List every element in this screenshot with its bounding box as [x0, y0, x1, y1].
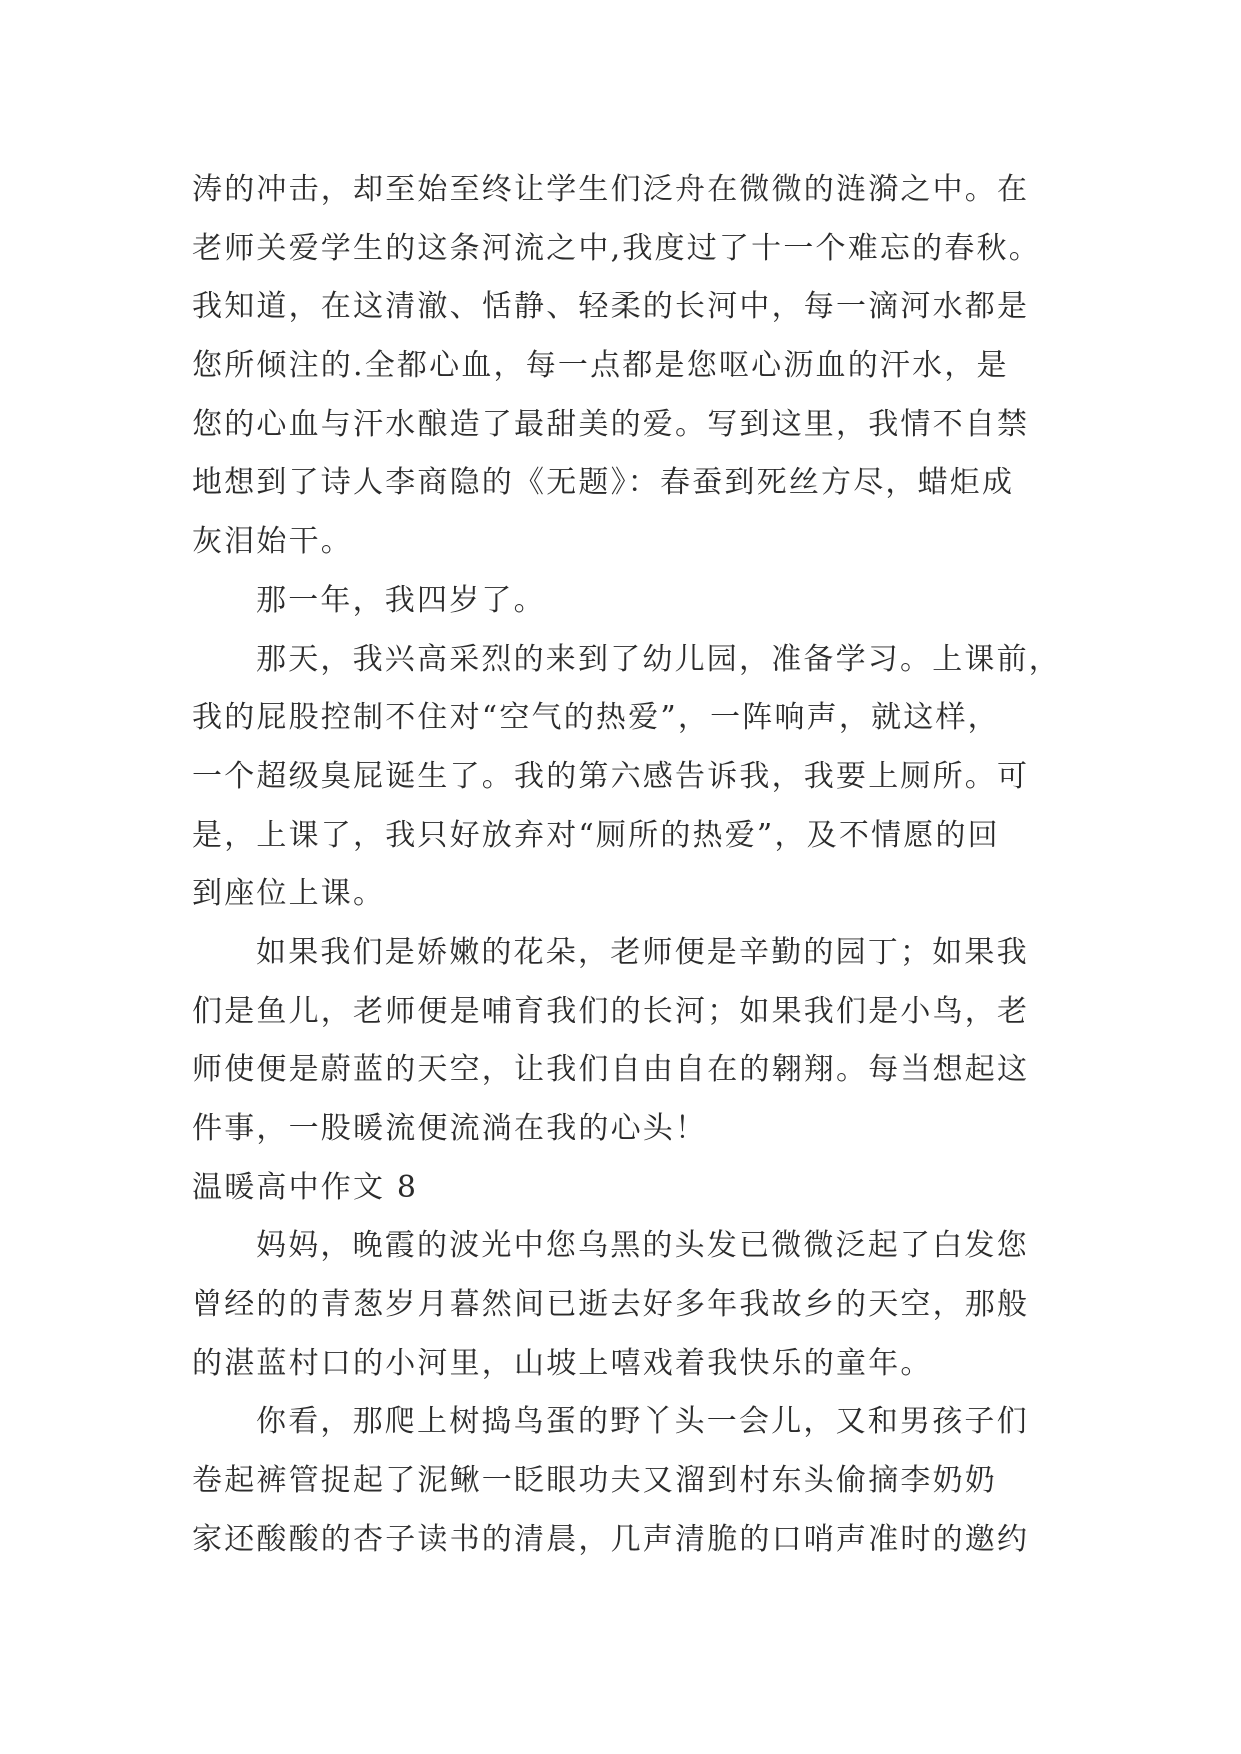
text-line: 家还酸酸的杏子读书的清晨，几声清脆的口哨声准时的邀约	[192, 1521, 1030, 1557]
section-heading: 温暖高中作文 8	[192, 1169, 419, 1205]
text-line: 我知道，在这清澈、恬静、轻柔的长河中，每一滴河水都是	[192, 289, 1030, 325]
text-line: 一个超级臭屁诞生了。我的第六感告诉我，我要上厕所。可	[192, 758, 1030, 794]
document-body	[192, 161, 1072, 1570]
text-line: 到座位上课。	[192, 876, 386, 912]
text-line: 是，上课了，我只好放弃对“厕所的热爱”，及不情愿的回	[192, 817, 1000, 853]
text-line: 涛的冲击，却至始至终让学生们泛舟在微微的涟漪之中。在	[192, 172, 1030, 207]
text-line: 地想到了诗人李商隐的《无题》：春蚕到死丝方尽，蜡炬成	[192, 465, 1015, 501]
text-line: 我的屁股控制不住对“空气的热爱”，一阵响声，就这样，	[192, 700, 1000, 736]
text-line: 师使便是蔚蓝的天空，让我们自由自在的翱翔。每当想起这	[192, 1052, 1030, 1088]
text-line: 如果我们是娇嫩的花朵，老师便是辛勤的园丁；如果我	[256, 934, 1029, 970]
text-line: 们是鱼儿，老师便是哺育我们的长河；如果我们是小鸟，老	[192, 993, 1030, 1029]
text-line: 的湛蓝村口的小河里，山坡上嘻戏着我快乐的童年。	[192, 1345, 933, 1381]
text-line: 曾经的的青葱岁月暮然间已逝去好多年我故乡的天空，那般	[192, 1287, 1030, 1323]
text-line: 卷起裤管捉起了泥鳅一眨眼功夫又溜到村东头偷摘李奶奶	[192, 1463, 997, 1499]
text-line: 件事，一股暖流便流淌在我的心头！	[192, 1111, 708, 1146]
text-line: 老师关爱学生的这条河流之中,我度过了十一个难忘的春秋。	[192, 230, 1041, 266]
text-line: 妈妈，晚霞的波光中您乌黑的头发已微微泛起了白发您	[256, 1228, 1029, 1264]
text-line: 那一年，我四岁了。	[256, 582, 546, 618]
text-line: 您的心血与汗水酿造了最甜美的爱。写到这里，我情不自禁	[192, 406, 1030, 442]
text-line: 那天，我兴高采烈的来到了幼儿园，准备学习。上课前，	[256, 641, 1061, 677]
text-line: 你看，那爬上树捣鸟蛋的野丫头一会儿，又和男孩子们	[256, 1404, 1029, 1440]
text-line: 您所倾注的.全都心血，每一点都是您呕心沥血的汗水，是	[192, 348, 1009, 384]
text-line: 灰泪始干。	[192, 524, 353, 560]
